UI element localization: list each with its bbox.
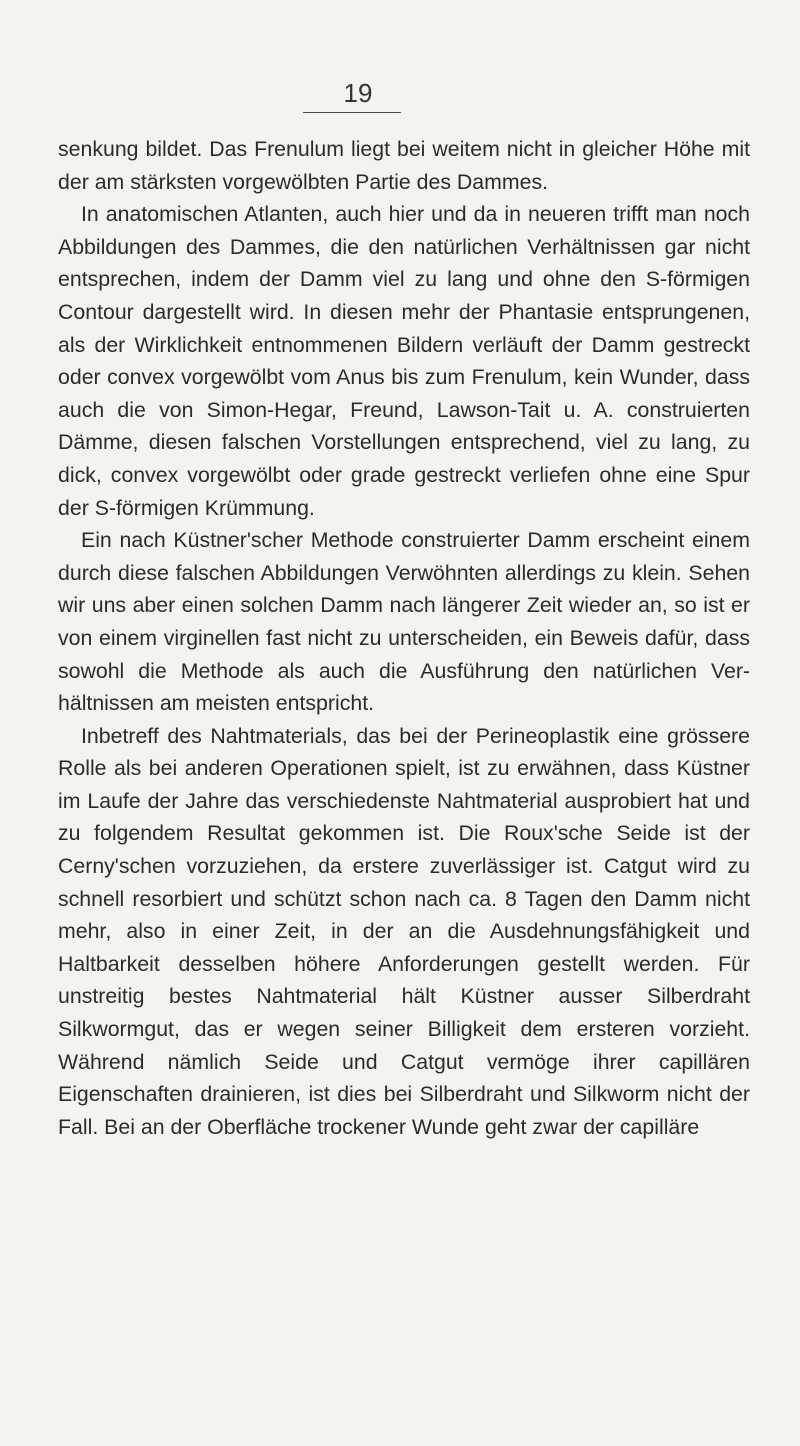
page-number: 19: [343, 78, 373, 108]
paragraph-1: senkung bildet. Das Frenulum liegt bei weitem nicht in gleicher Höhe mit der am stärksten vorgewölbten Partie des Dammes.: [58, 137, 750, 194]
body-text: [58, 133, 750, 1143]
paragraph-2: In anatomischen Atlanten, auch hier und da in neueren trifft man noch Abbildungen des Dammes, die den natürlichen Verhältnissen gar nicht entsprechen, indem der Damm viel zu lang und ohne den S-förmigen Contour dargestellt wird. In diesen mehr der Phantasie entsprungenen, als der Wirklichkeit entnommenen Bildern verläuft der Damm gestreckt oder convex vorgewölbt vom Anus bis zum Frenulum, kein Wunder, dass auch die von Simon-Hegar, Freund, Lawson-Tait u. A. construierten Dämme, diesen falschen Vorstellungen entsprechend, viel zu lang, zu dick, convex vorgewölbt oder grade gestreckt verliefen ohne eine Spur der S-förmigen Krümmung.: [58, 202, 750, 520]
page-number-rule: [303, 112, 401, 113]
paragraph-3: Ein nach Küstner'scher Methode construierter Damm erscheint einem durch diese falschen Abbildungen Verwöhnten allerdings zu klein. Sehen wir uns aber einen solchen Damm nach längerer Zeit wieder an, so ist er von einem virginellen fast nicht zu unterscheiden, ein Beweis dafür, dass sowohl die Methode als auch die Ausführung den natürlichen Verhältnissen am meisten entspricht.: [58, 528, 750, 716]
paragraph-4: Inbetreff des Nahtmaterials, das bei der Perineoplastik eine grössere Rolle als bei anderen Operationen spielt, ist zu erwähnen, dass Küstner im Laufe der Jahre das verschiedenste Nahtmaterial ausprobiert hat und zu folgendem Resultat gekommen ist. Die Roux'sche Seide ist der Cerny'schen vorzuziehen, da erstere zuverlässiger ist. Catgut wird zu schnell resorbiert und schützt schon nach ca. 8 Tagen den Damm nicht mehr, also in einer Zeit, in der an die Ausdehnungsfähigkeit und Haltbarkeit desselben höhere Anforderungen gestellt werden. Für unstreitig bestes Nahtmaterial hält Küstner ausser Silberdraht Silkwormgut, das er wegen seiner Billigkeit dem ersteren vorzieht. Während nämlich Seide und Catgut vermöge ihrer capillären Eigenschaften drainieren, ist dies bei Silberdraht und Silkworm nicht der Fall. Bei an der Oberfläche trockener Wunde geht zwar der capilläre: [58, 723, 750, 1139]
